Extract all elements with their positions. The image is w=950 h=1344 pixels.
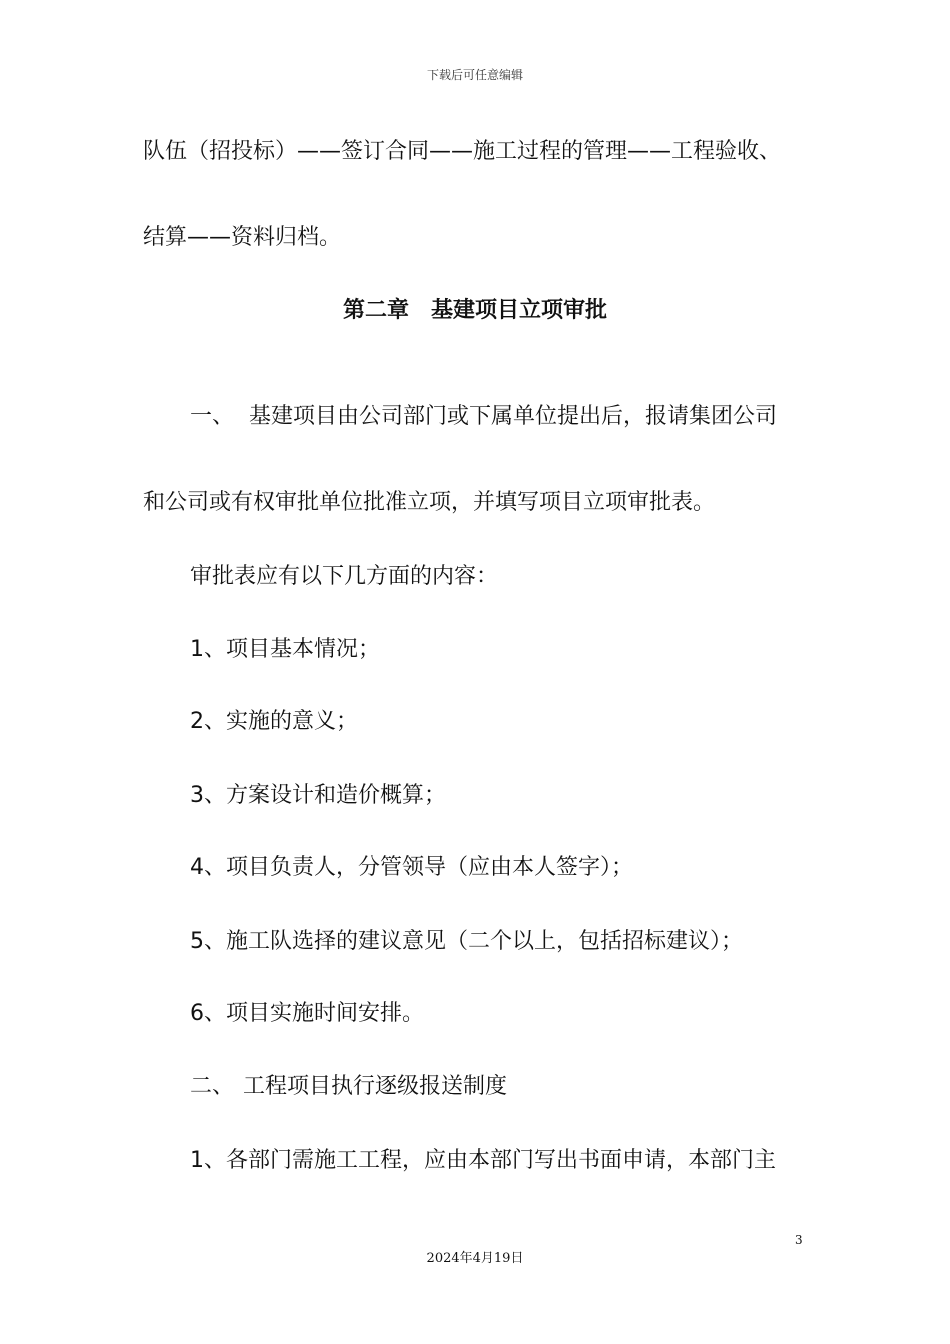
list-item: 2、实施的意义； bbox=[190, 709, 358, 734]
body-line-1: 队伍（招投标）——签订合同——施工过程的管理——工程验收、 bbox=[143, 139, 782, 164]
page-header: 下载后可任意编辑 bbox=[426, 68, 523, 82]
approval-intro: 审批表应有以下几方面的内容： bbox=[190, 564, 499, 589]
page-number: 3 bbox=[795, 1233, 803, 1247]
list-item: 6、项目实施时间安排。 bbox=[190, 1001, 424, 1026]
section-1-number: 一、 bbox=[190, 404, 235, 429]
list-item: 3、方案设计和造价概算； bbox=[190, 783, 446, 808]
list-item: 5、施工队选择的建议意见（二个以上，包括招标建议）； bbox=[190, 929, 743, 954]
chapter-heading: 第二章 基建项目立项审批 bbox=[342, 298, 607, 323]
section-2-number: 二、 bbox=[190, 1074, 235, 1099]
list-item: 1、项目基本情况； bbox=[190, 637, 380, 662]
body-line-2: 结算——资料归档。 bbox=[143, 225, 342, 250]
section-2-item-1-line-1: 1、各部门需施工工程，应由本部门写出书面申请，本部门主 bbox=[190, 1148, 776, 1173]
footer-date: 2024年4月19日 bbox=[426, 1251, 524, 1266]
section-1-text-line-2: 和公司或有权审批单位批准立项，并填写项目立项审批表。 bbox=[143, 490, 716, 515]
section-2-title: 工程项目执行逐级报送制度 bbox=[243, 1074, 508, 1099]
section-1-text-line-1: 基建项目由公司部门或下属单位提出后，报请集团公司 bbox=[249, 404, 778, 429]
list-item: 4、项目负责人，分管领导（应由本人签字）； bbox=[190, 855, 633, 880]
